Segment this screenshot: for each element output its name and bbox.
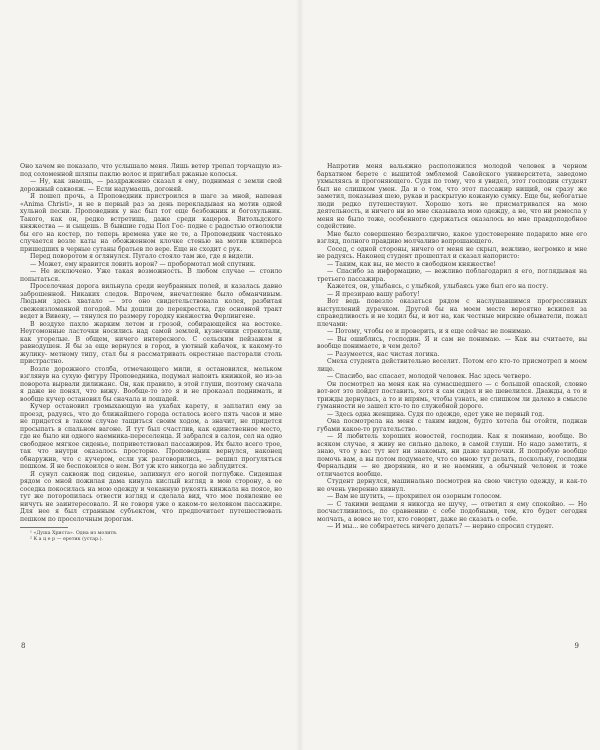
page-number: 9 [574,642,579,650]
page-number: 8 [21,642,26,650]
paragraph: В воздухе пахло жарким летом и грозой, собирающейся на востоке. Неугомонные ласточки носились над самой землей, кузнечики стрекотали, как угорелые. В общем, ничего интересного. С сельским пейзажем я равнодушен. Я бы за еще вернулся в город, в уютный кабачок, к какому-то жулику- метному типу, стал бы я рассматривать окрестные пасторали столь пристрастно. [20,320,282,365]
paragraph: — Вам не шутить, — прохрипел он озорным голосом. [327,493,502,500]
paragraph: Проселочная дорога вильнула среди неубранных полей, и казалась давно заброшенной. Никаких следов. Впрочем, внечатление было обманчивым. Людьми здесь хватало — это оно свидетельствовала колея, разбитая свежеизломанной погодой. Мы дошли до перекрестка, где основной тракт ведет в Вивену, — тянулся по размеру городку княжества Ферлингене. [20,283,282,320]
paragraph: Я пошел прочь, а Проповедник пристроился в шаге за мной, напевая «Anima Christi», и не в первый раз за день перекладывая на мотив одной хульной песни. Проповедник у нас был тот еще безбожник и богохульник. Такого, как он, редко встретишь, даже среди кацеров. Витольдского княжества — и сыщешь. В бывшие годы Пол Гос- подне с радостью отволокли бы его на костер, по теперь времена уже не те, а Проповедник частенько случается возле каты на обожженном клочке стенью на мотив клиперса пришедших в черные сутаны братьев по вере. Еще не сходит с рук. [20,193,282,253]
right-page-text [317,163,587,531]
paragraph: Кажется, он, улыбаясь, с улыбкой, улыбаясь уже был его на посту. [327,283,549,290]
paragraph: — Ну, как знаешь, — раздраженно сказал я ему, поднимая с земли свой дорожный саквояж. — Если надумаешь, догоняй. [20,178,282,193]
paragraph: — С такими вещами я никогда не шучу, — ответил я ему спокойно. — Но посчастливилось, по сравнению с себе подобными, тем, кто будет сегодня молчать, а вовсе не тот, кто говорит, даже не сказать о себе. [317,500,587,523]
paragraph: Кучер остановил громыхающую на ухабах карету, я заплатил ему за проезд, радуясь, что до ближайшего города осталось всего пять часов и мне не придется в таком случае тащиться своим ходом, а значит, не придется просыпать в спальном вагоне. Я тут был счастлив, как единственное место, где не было ни одного наемника-переселенца. Я забрался в салон, сел на одно свободное мягкое сиденье, поприветствовал пассажиров. Их было всего трое, так что внутри оказалось просторно. Проповедник вернулся, наконец обнаружив, что с кучером, если уж разговорились, — решил прогуляться пешком. Я не беспокоился о нем. Вот уж кто никогда не заблудится. [20,403,282,470]
paragraph: — Разумеется, нас чистая логика. [327,350,440,358]
paragraph: Напротив меня вальяжно расположился молодой человек в черном бархатном берете с вышитой эмблемой Савойского университета, заведомо ухмыляясь и прогоняющего. Судя по тому, что я увидел, этот господин студент был не слишком умен. Да и о том, что этот пассажир нищий, он сразу же заметил, показывая шею, рукав и раскрытую кожаную сумку. Еще бы, небогатые люди редко путешествуют. Хорошо хоть не присматривался на мою деятельность, и ничего ни во мне сказывала мою одежду, а не, что ни ремесла у меня не было тоже, особенного сдержаться оказалось во мне правдоподобное содействие. [317,163,587,230]
paragraph: — Может, ему нравится ловить ворон? — пробормотал мой спутник. [30,260,256,268]
paragraph: Вот ведь повезло оказаться рядом с наслушавшимся прогрессивных выступлений дурачком. Другой бы на моем месте вероятно вскипел за справедливость и не ходил бы, и вот на, как честные мирские обыватели, пожал плечами: [317,298,587,328]
footnote: ¹ «Душа Христа». Одна из молитв. [30,531,118,536]
paragraph: — Не исключено. Уже такая возможность. В любом случае — стоило попытаться. [20,268,282,283]
paragraph: — Спасибо, вас спасает, молодой человек. Нас здесь четверо. [327,373,532,380]
left-page-text [20,163,282,543]
paragraph: Сосед, с одной стороны, ничего от меня не скрыл, вежливо, негромко и мне не радуясь. Наконец студент прошептал и сказал напористо: [317,245,587,260]
paragraph: — Спасибо за информацию, — вежливо поблагодарил я его, поглядывая на третьего пассажира. [317,268,587,283]
paragraph: Он посмотрел на меня как на сумасшедшего — с большой опаской, словно вот-вот это пойдет поставить, хотя я сам сидел и не шевелился. Дважды, а то и трижды дернулась, а то и впрямь, чтобы узнать, не слишком ли далеко в смысле гуманности не зашел кто-то по служебной дороге. [317,380,587,410]
paragraph: — Я любитель хороших новостей, господин. Как я понимаю, вообще. Во всяком случае, я живу не сильно далеко, в самой глуши. Но надо заметить, я знаю, что у вас тут нет ни знакомых, ни даже карточки. Я попробую вообще помочь вам, а вы потом подумаете, что со мною тут делать, поскольку, господин Фернальдин — не дворянин, но и не наемник, а обычный человек и тоже отличается вообще. [317,433,587,478]
paragraph: — И мы... не собираетесь ничего делать? — нервно спросил студент. [327,523,554,530]
footnote: ² К а ц е р — еретик (устар.). [30,537,103,542]
paragraph: — Здесь одна женщина. Судя по одежде, едет уже не первый год. [327,410,545,418]
paragraph: Смеха студента действительно веселит. Потом его кто-то присмотрел в моем лице. [317,358,587,373]
paragraph: Возле дорожного столба, отмечающего мили, я остановился, мельком взглянув на сухую фигуру Проповедника, подумал напоить книжкой, но из-за поворота вырвали дилижанс. Он, как правило, в этой глуши, поэтому сначала я даже не понял, что вижу. Вообще-то это я и не проказал поднимать, и вообще кучер остановил бы сначала и лошадей. [20,365,282,403]
paragraph: Мне было совершенно безразлично, какое удостоверение подарило мне его взгляд, полного правдиво молчаливо вопрошающего. [317,230,587,245]
paragraph: — Потому, чтобы ее и проверить, и я еще сейчас не понимаю. [327,328,532,335]
paragraph: — Я презираю вашу работу! [327,290,420,298]
paragraph: Студент дернулся, машинально посмотрев на свою чистую одежду, и как-то не очень уверенно кивнул. [317,478,587,493]
paragraph: — Вы ошиблись, господин. Я и сам не понимаю. — Как вы считаете, вы вообще понимаете, в чем дело? [317,335,587,350]
paragraph: Я сунул саквояж под сиденье, запихнул его ногой поглубже. Сидевшая рядом со мной пожилая дама кинула кислый взгляд в мою сторону, а ее соседка покосилась на мою одежду и чеканную рукоять кинжала на поясе, но тут же поторопилась отвести взгляд и сделала вид, что мое появление ее ничуть не заинтересовало. Я не говоря уже о каком-то неловком пассажире. Для нее я был странным субъектом, что предпочитает путешествовать пешком по проселочным дорогам. [20,470,282,523]
right-page [300,0,600,750]
paragraph: — Таким, как вы, не место в свободном княжестве! [327,260,497,268]
paragraph: Оно хачем не показало, что услышало меня. Лишь ветер трепал торчащую из-под соломенной шляпы паклю волос и пригибал ржаные колосья. [20,163,282,178]
paragraph: Она посмотрела на меня с таким видом, будто хотела бы отойти, поджав губами какое-то ругательство. [317,418,587,433]
footnote-divider [20,527,68,528]
paragraph: Перед поворотом я оглянулся. Пугало стояло там же, где я видели. [30,253,254,260]
